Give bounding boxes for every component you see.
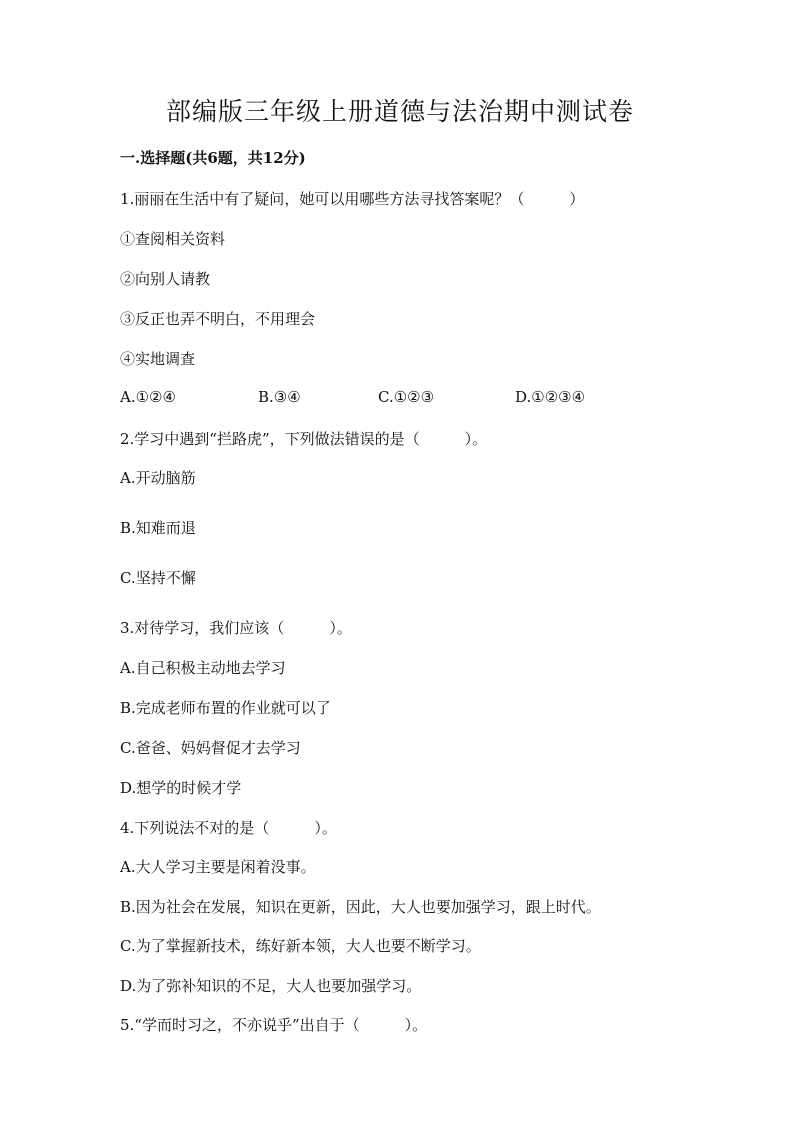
question-4-option-b: B.因为社会在发展，知识在更新，因此，大人也要加强学习，跟上时代。 <box>120 898 601 916</box>
question-1-item-3: ③反正也弄不明白，不用理会 <box>120 310 316 328</box>
question-3-stem: 3.对待学习，我们应该（ ）。 <box>120 619 352 637</box>
question-1-item-1: ①查阅相关资料 <box>120 230 226 248</box>
question-1-option-d: D.①②③④ <box>515 388 586 406</box>
question-1-option-a: A.①②④ <box>120 388 176 406</box>
question-3-option-c: C.爸爸、妈妈督促才去学习 <box>120 739 301 757</box>
question-2-stem: 2.学习中遇到“拦路虎”，下列做法错误的是（ ）。 <box>120 430 488 448</box>
question-3-option-b: B.完成老师布置的作业就可以了 <box>120 699 331 717</box>
question-1-option-c: C.①②③ <box>378 388 435 406</box>
question-4-option-d: D.为了弥补知识的不足，大人也要加强学习。 <box>120 977 422 995</box>
question-4-option-c: C.为了掌握新技术，练好新本领，大人也要不断学习。 <box>120 937 481 955</box>
question-5-stem: 5.“学而时习之，不亦说乎”出自于（ ）。 <box>120 1016 428 1034</box>
question-1-item-2: ②向别人请教 <box>120 270 211 288</box>
question-2-option-a: A.开动脑筋 <box>120 469 196 487</box>
question-3-option-a: A.自己积极主动地去学习 <box>120 659 286 677</box>
question-3-option-d: D.想学的时候才学 <box>120 779 242 797</box>
section-heading: 一.选择题(共6题，共12分) <box>120 149 306 167</box>
question-4-option-a: A.大人学习主要是闲着没事。 <box>120 858 316 876</box>
question-1-item-4: ④实地调查 <box>120 350 196 368</box>
page-title: 部编版三年级上册道德与法治期中测试卷 <box>165 97 634 126</box>
question-4-stem: 4.下列说法不对的是（ ）。 <box>120 819 337 837</box>
question-1-stem: 1.丽丽在生活中有了疑问，她可以用哪些方法寻找答案呢？（ ） <box>120 190 585 208</box>
question-2-option-b: B.知难而退 <box>120 519 196 537</box>
question-1-option-b: B.③④ <box>258 388 301 406</box>
question-2-option-c: C.坚持不懈 <box>120 569 196 587</box>
